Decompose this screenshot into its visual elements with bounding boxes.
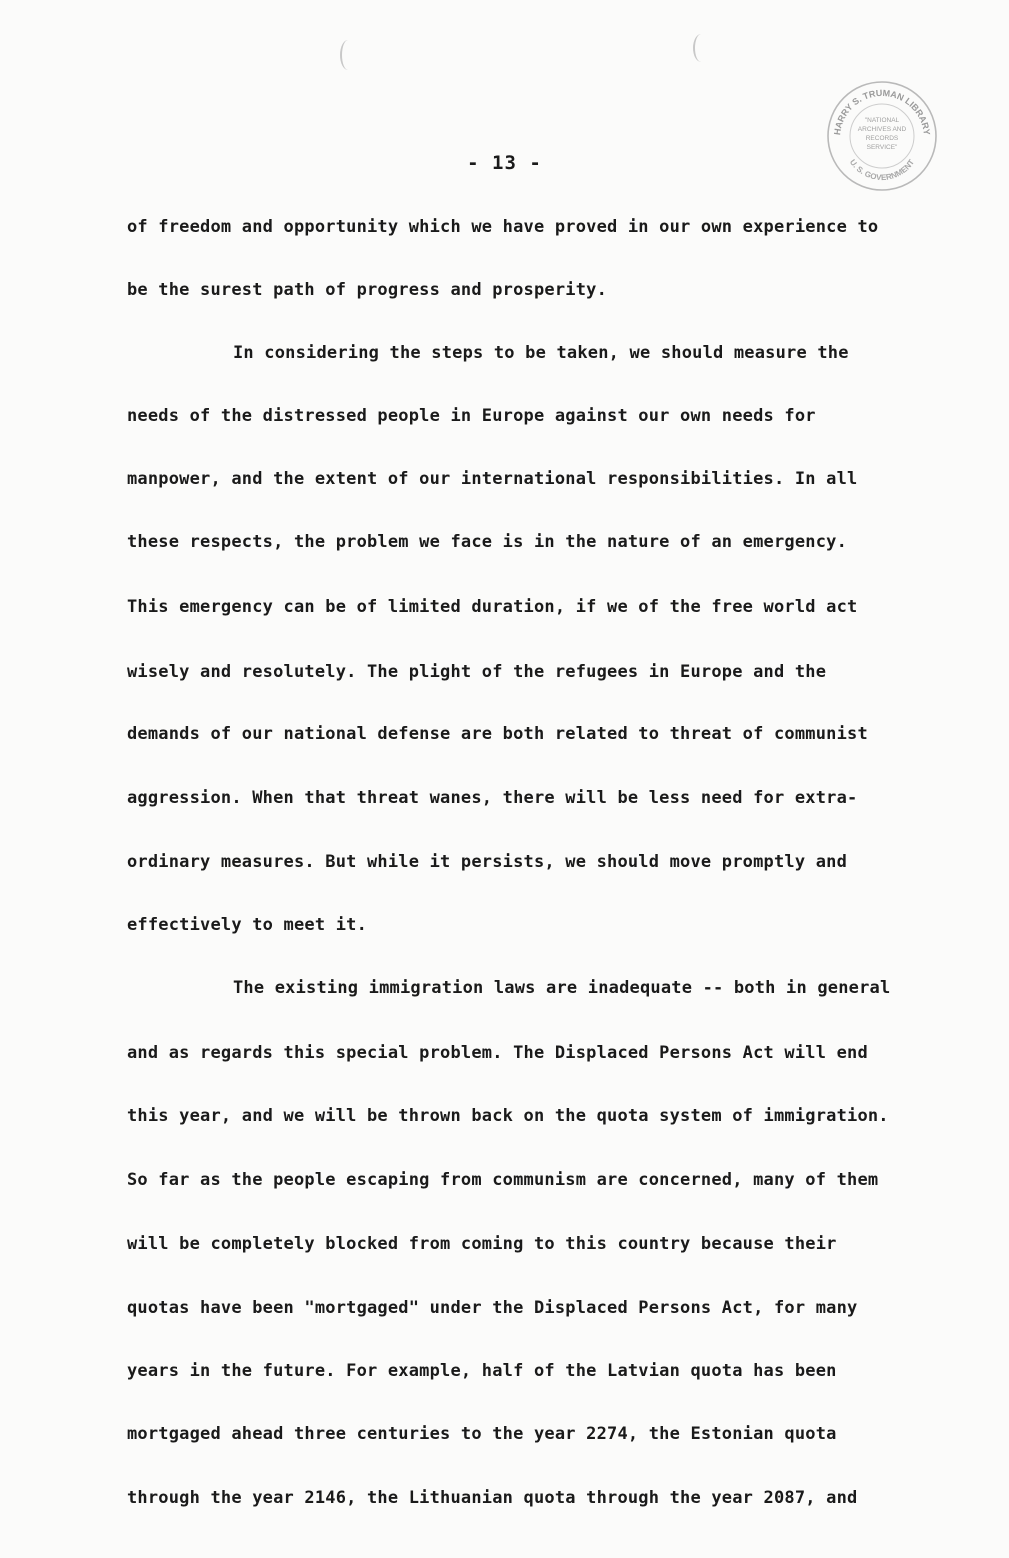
text-line: aggression. When that threat wanes, there will be less need for extra-: [127, 788, 858, 808]
text-line: years in the future. For example, half of the Latvian quota has been: [127, 1361, 837, 1381]
stamp-inner-line: "NATIONAL: [864, 117, 900, 124]
paragraph-first-line: In considering the steps to be taken, we should measure the: [233, 343, 849, 363]
paper-mark: [693, 34, 709, 62]
text-line: this year, and we will be thrown back on the quota system of immigration.: [127, 1106, 889, 1126]
text-line: through the year 2146, the Lithuanian quota through the year 2087, and: [127, 1488, 858, 1508]
text-line: So far as the people escaping from communism are concerned, many of them: [127, 1170, 879, 1190]
text-line: be the surest path of progress and prosperity.: [127, 280, 608, 300]
stamp-outer-text: HARRY S. TRUMAN LIBRARY: [832, 87, 932, 136]
text-line: demands of our national defense are both related to threat of communist: [127, 724, 868, 744]
paper-mark: [340, 40, 356, 70]
text-line: quotas have been "mortgaged" under the Displaced Persons Act, for many: [127, 1298, 858, 1318]
text-line: will be completely blocked from coming to this country because their: [127, 1234, 837, 1254]
text-line: and as regards this special problem. The Displaced Persons Act will end: [127, 1043, 868, 1063]
archive-stamp-seal: [822, 76, 942, 196]
text-line: these respects, the problem we face is in the nature of an emergency.: [127, 532, 848, 552]
stamp-bottom-text: U. S. GOVERNMENT: [847, 157, 917, 183]
text-line: needs of the distressed people in Europe against our own needs for: [127, 406, 816, 426]
text-line: effectively to meet it.: [127, 915, 368, 935]
text-line: mortgaged ahead three centuries to the year 2274, the Estonian quota: [127, 1424, 837, 1444]
page-number: - 13 -: [467, 152, 542, 174]
text-line: ordinary measures. But while it persists, we should move promptly and: [127, 852, 848, 872]
text-line: wisely and resolutely. The plight of the refugees in Europe and the: [127, 662, 827, 682]
text-line: This emergency can be of limited duration, if we of the free world act: [127, 597, 858, 617]
text-line: manpower, and the extent of our international responsibilities. In all: [127, 469, 858, 489]
stamp-inner-line: SERVICE": [866, 144, 898, 151]
stamp-inner-line: RECORDS: [865, 135, 899, 142]
paragraph-first-line: The existing immigration laws are inadequate -- both in general: [233, 978, 891, 998]
stamp-inner-line: ARCHIVES AND: [857, 126, 907, 133]
text-line: of freedom and opportunity which we have proved in our own experience to: [127, 217, 879, 237]
